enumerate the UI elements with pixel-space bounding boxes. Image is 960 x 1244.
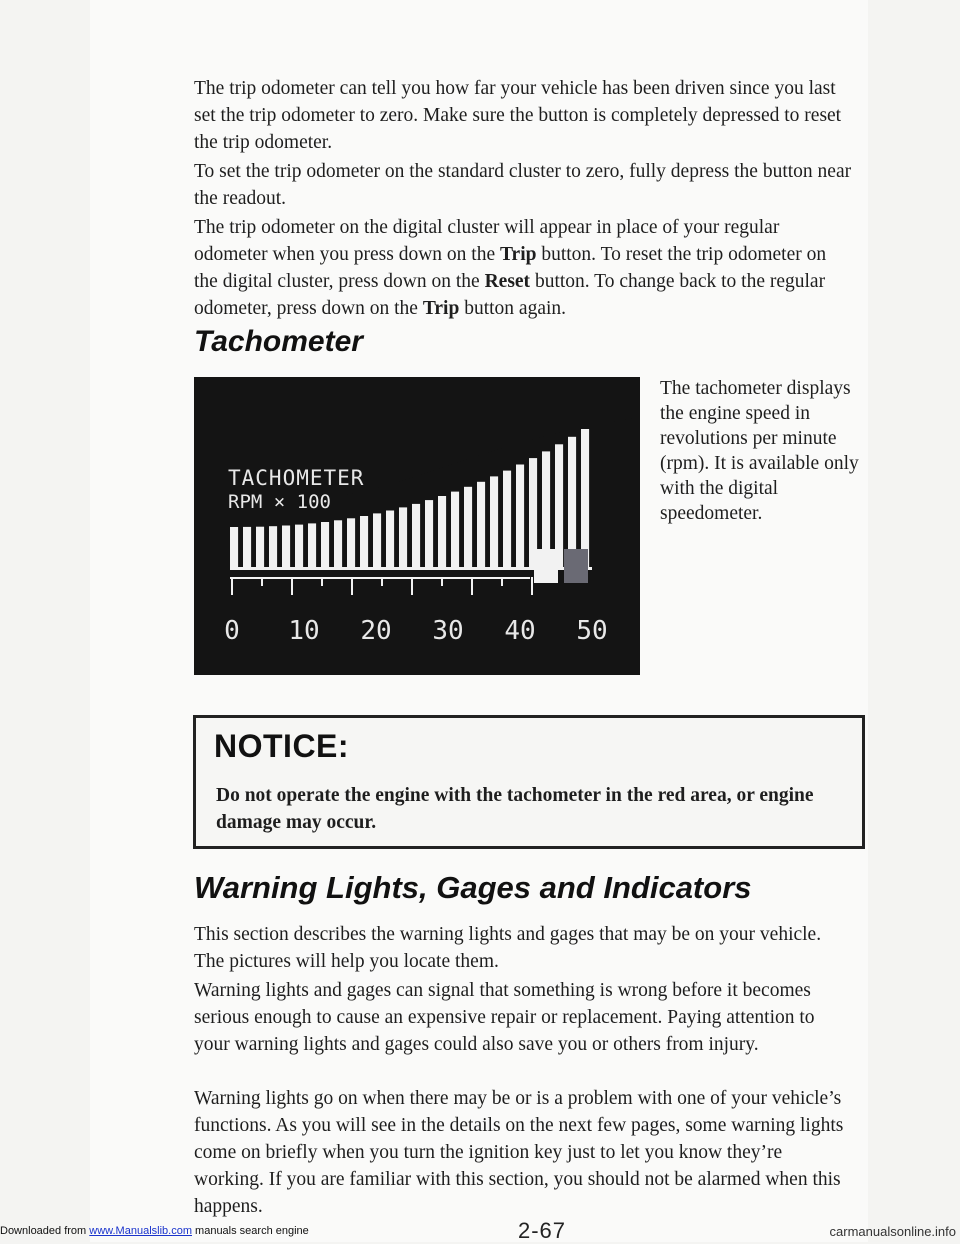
tach-bar <box>464 487 472 567</box>
notice-title: NOTICE: <box>214 728 350 764</box>
tachometer-heading: Tachometer <box>194 325 363 358</box>
tach-scale-label: 20 <box>360 616 392 646</box>
download-footer <box>0 1225 309 1237</box>
tach-bar <box>581 429 589 567</box>
tach-bar <box>490 476 498 567</box>
tachometer-unit: RPM × 100 <box>228 491 331 513</box>
tach-bar <box>477 482 485 567</box>
trip-button-label: Trip <box>422 298 460 319</box>
tach-bar <box>503 471 511 567</box>
p3-text-c: button. To change back to the regular odometer, press down on the <box>194 271 826 319</box>
tach-bar <box>334 520 342 567</box>
tach-tick <box>531 577 533 595</box>
footer-suffix: manuals search engine <box>191 1225 309 1237</box>
warning-paragraph-2: Warning lights and gages can signal that something is wrong before it becomes serious enough to cause an expensive repair or replacement. Paying attention to your warning lights and gages could also save you or others from injury. <box>194 980 815 1055</box>
notice-box <box>193 715 865 849</box>
p3-text-b: button. To reset the trip odometer on the digital cluster, press down on the <box>194 244 827 292</box>
tach-scale-label: 40 <box>504 616 536 646</box>
tach-scale-label: 50 <box>576 616 608 646</box>
tach-tick <box>471 577 473 595</box>
tachometer-illustration <box>194 377 640 675</box>
trip-odometer-paragraph-3 <box>194 214 854 322</box>
site-watermark: carmanualsonline.info <box>829 1224 956 1239</box>
tach-bar <box>347 518 355 567</box>
tach-tick <box>291 577 293 595</box>
tach-bar <box>321 522 329 567</box>
tach-bar <box>568 437 576 567</box>
tach-bar <box>308 523 316 567</box>
tachometer-description: The tachometer displays the engine speed in revolutions per minute (rpm). It is available only with the digital speedometer. <box>660 378 859 524</box>
tach-bar <box>425 500 433 567</box>
tach-tick <box>441 577 443 586</box>
tach-tick <box>231 577 233 595</box>
warning-paragraph-3: Warning lights go on when there may be or is a problem with one of your vehicle’s functions. As you will see in the details on the next few pages, some warning lights come on briefly when you turn the ignition key just to let you know they’re working. If you are familiar with this section, you should not be alarmed when this happens. <box>194 1088 844 1217</box>
tach-scale-label: 10 <box>288 616 320 646</box>
tach-bar <box>451 492 459 567</box>
p3-text-a: The trip odometer on the digital cluster will appear in place of your regular odometer when you press down on the <box>194 217 780 265</box>
p3-text-d: button again. <box>459 298 567 319</box>
tach-bar <box>412 504 420 567</box>
tachometer-title: TACHOMETER <box>228 466 365 490</box>
tach-bar <box>438 496 446 567</box>
tach-bar <box>516 465 524 568</box>
manualslib-link[interactable]: www.Manualslib.com <box>89 1225 192 1237</box>
tach-bar <box>230 527 238 567</box>
tach-redline-block <box>564 549 588 583</box>
tach-bar <box>243 527 251 567</box>
tach-bar <box>555 444 563 567</box>
warning-paragraph-1: This section describes the warning lights and gages that may be on your vehicle. The pictures will help you locate them. <box>194 924 822 972</box>
tach-bar <box>269 526 277 567</box>
tach-tick <box>261 577 263 586</box>
tachometer-display <box>194 377 640 675</box>
tach-bar <box>399 507 407 567</box>
trip-odometer-paragraph-1: The trip odometer can tell you how far your vehicle has been driven since you last set the trip odometer to zero. Make sure the button is completely depressed to reset the trip odometer. <box>194 78 842 153</box>
tach-bar <box>256 527 264 567</box>
footer-prefix: Downloaded from <box>0 1225 90 1237</box>
warning-heading: Warning Lights, Gages and Indicators <box>194 870 752 905</box>
tach-tick <box>321 577 323 586</box>
tach-bar <box>386 511 394 568</box>
reset-button-label: Reset <box>484 271 531 292</box>
tach-scale-label: 0 <box>224 616 240 646</box>
tach-active-block <box>534 549 558 583</box>
tach-bar <box>360 516 368 567</box>
tach-tick <box>411 577 413 595</box>
tach-bar <box>373 513 381 567</box>
tach-scale-label: 30 <box>432 616 464 646</box>
trip-button-label: Trip <box>499 244 537 265</box>
notice-text: Do not operate the engine with the tachometer in the red area, or engine damage may occur. <box>216 785 814 833</box>
page-number: 2-67 <box>518 1218 567 1243</box>
tach-tick <box>381 577 383 586</box>
tach-tick <box>501 577 503 586</box>
tach-bar <box>295 525 303 567</box>
tach-bar <box>282 526 290 568</box>
tach-scale-line <box>230 577 530 579</box>
trip-odometer-paragraph-2: To set the trip odometer on the standard cluster to zero, fully depress the button near the readout. <box>194 161 852 209</box>
tach-tick <box>351 577 353 595</box>
